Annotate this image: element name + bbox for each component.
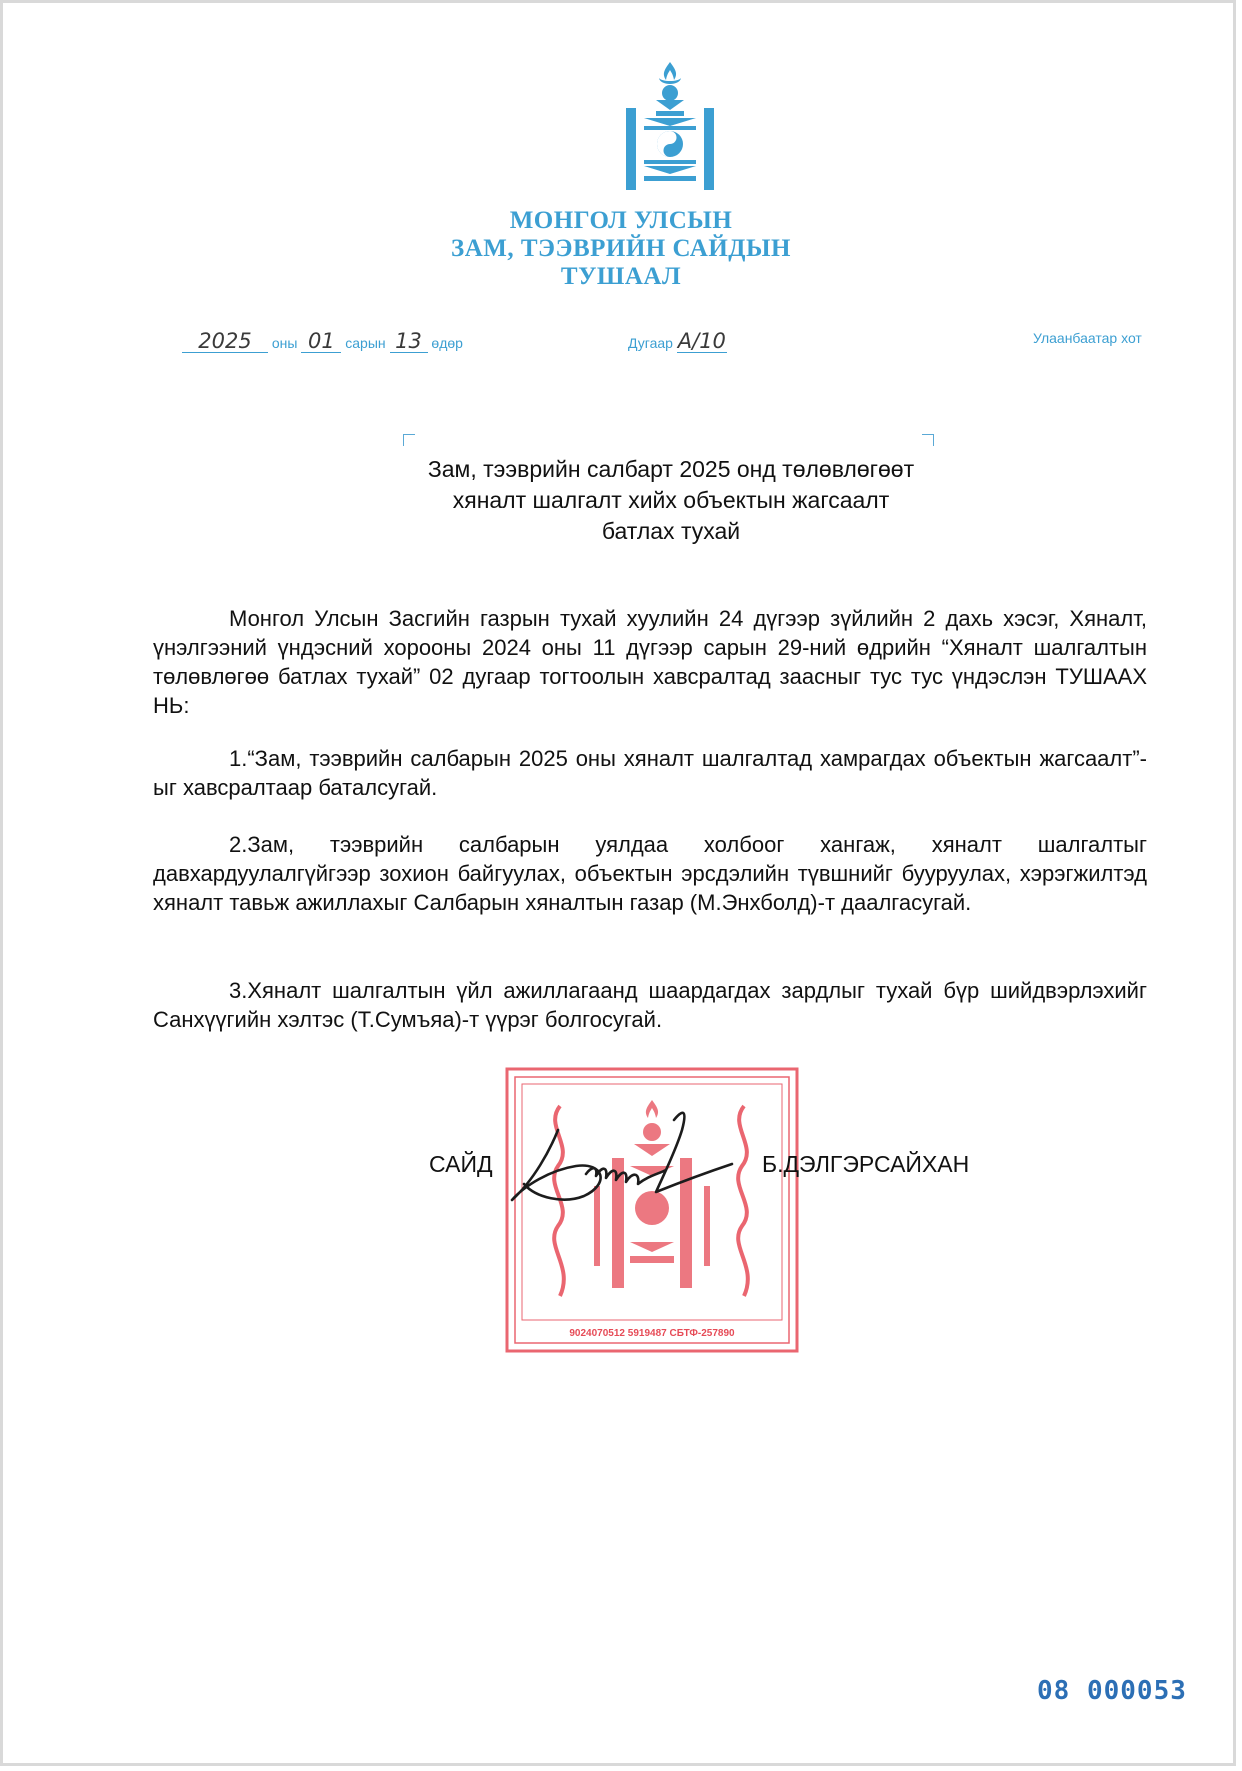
month-suffix: сарын <box>345 335 386 351</box>
day-suffix: өдөр <box>431 335 463 351</box>
number-label: Дугаар <box>628 335 673 351</box>
year-field: 2025 <box>182 330 268 353</box>
order-item-1: 1.“Зам, тээврийн салбарын 2025 оны хяналт шалгалтад хамрагдах объектын жагсаалт”-ыг хавсралтаар баталсугай. <box>153 746 1147 800</box>
date-line <box>182 330 463 353</box>
document-serial-number: 08 000053 <box>1037 1676 1187 1706</box>
header-line-2: ЗАМ, ТЭЭВРИЙН САЙДЫН <box>451 235 791 262</box>
title-corner-right <box>922 434 934 446</box>
header-line-1: МОНГОЛ УЛСЫН <box>509 207 733 234</box>
handwritten-signature <box>506 1100 746 1230</box>
title-corner-left <box>403 434 415 446</box>
order-item-3: 3.Хяналт шалгалтын үйл ажиллагаанд шаардагдах зардлыг тухай бүр шийдвэрлэхийг Санхүүгийн хэлтэс (Т.Сумъяа)-т үүрэг болгосугай. <box>153 978 1147 1032</box>
header-line-3: ТУШААЛ <box>560 263 682 290</box>
soyombo-emblem-icon <box>626 60 714 190</box>
signatory-role: САЙД <box>429 1151 493 1177</box>
preamble-paragraph: Монгол Улсын Засгийн газрын тухай хуулийн 24 дүгээр зүйлийн 2 дахь хэсэг, Хяналт, үнэлгээний үндэсний хорооны 2024 оны 11 дүгээр сарын 29-ний өдрийн “Хяналт шалгалтын төлөвлөгөө батлах тухай” 02 дугаар тогтоолын хавсралтад заасныг тус тус үндэслэн ТУШААХ НЬ: <box>153 606 1147 718</box>
number-line <box>628 330 727 353</box>
number-field: А/10 <box>677 329 726 353</box>
order-item-2: 2.Зам, тээврийн салбарын уялдаа холбоог хангаж, хяналт шалгалтыг давхардуулалгүйгээр зохион байгуулах, объектын эрсдэлийн түвшнийг бууруулах, хэрэгжилтэд хяналт тавьж ажиллахыг Салбарын хяналтын газар (М.Энхболд)-т даалгасугай. <box>153 832 1147 915</box>
stamp-registration-numbers: 9024070512 5919487 СБТФ-257890 <box>569 1328 735 1339</box>
month-field: 01 <box>301 330 341 353</box>
document-title: Зам, тээврийн салбарт 2025 онд төлөвлөгөөт хяналт шалгалт хийх объектын жагсаалт батлах тухай <box>427 456 915 544</box>
signatory-name: Б.ДЭЛГЭРСАЙХАН <box>762 1151 970 1177</box>
day-field: 13 <box>390 330 428 353</box>
year-suffix: оны <box>271 335 298 351</box>
city-label: Улаанбаатар хот <box>1033 330 1142 346</box>
